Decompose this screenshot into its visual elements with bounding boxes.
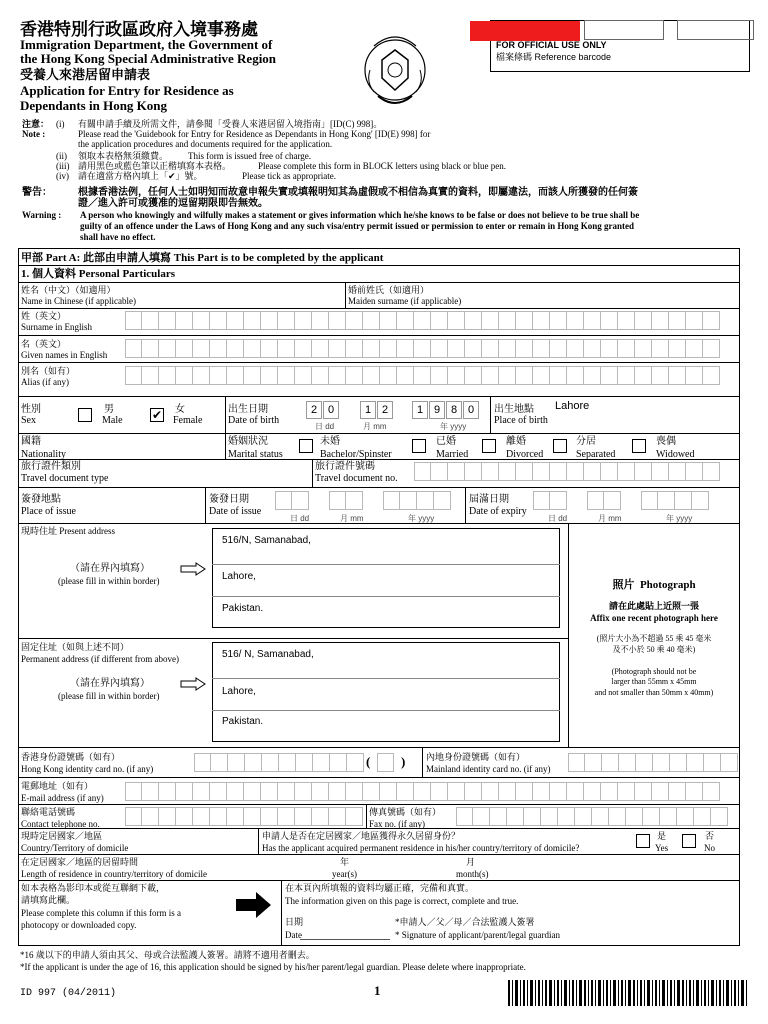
arrow-right-icon [180,677,206,691]
perm-residence-yes-checkbox[interactable] [636,834,650,848]
month-label-en: month(s) [456,869,489,879]
present-address-line[interactable]: 516/N, Samanabad, [222,535,311,546]
dob-digit[interactable]: 8 [446,401,462,419]
marital-option-zh: 分居 [576,436,596,447]
year-label-en: year(s) [332,869,357,879]
date-line[interactable] [300,939,390,940]
signature-label-en: * Signature of applicant/parent/legal guardian [395,930,560,940]
permanent-address-label-en: Permanent address (if different from above) [21,654,180,664]
fax-label-zh: 傳真號碼（如有） [369,807,442,817]
marital-option-en: Bachelor/Spinster [320,449,392,460]
marital-option-zh: 已婚 [436,436,456,447]
form-title-en-1: Application for Entry for Residence as [20,83,234,98]
marital-divorced-checkbox[interactable] [482,439,496,453]
photo-size-zh: (照片大小為不超過 55 乘 45 毫米 [596,634,712,643]
warning-text-en: guilty of an offence under the Laws of Hong Kong and any such visa/entry permit issued or permission to enter or remain in Hong Kong granted [80,221,634,231]
fax-input[interactable] [456,807,728,826]
length-label-zh: 在定居國家／地區的居留時間 [21,857,139,867]
permanent-address-label-zh: 固定住址（如與上述不同） [21,642,130,652]
permanent-address-line[interactable]: 516/ N, Samanabad, [222,649,314,660]
hkid-check-open: ( [366,754,371,769]
form-title-zh: 受養人來港居留申請表 [20,67,151,82]
marital-option-en: Separated [576,449,616,460]
note-num: (i) [56,119,65,129]
dob-mm-caption: 月 mm [363,422,387,431]
alias-input[interactable] [125,366,720,385]
warning-label-en: Warning : [22,210,62,220]
date-of-expiry-input[interactable] [533,491,709,510]
section-personal-particulars: 1. 個人資料 Personal Particulars [21,268,175,280]
perm-residence-question-zh: 申請人是否在定居國家／地區獲得永久居留身份？ [262,831,461,841]
travel-doc-type-label-en: Travel document type [21,473,109,484]
dob-dd-caption: 日 dd [315,422,335,431]
department-title-en-2: the Hong Kong Special Administrative Region [20,51,277,66]
hkid-label-en: Hong Kong identity card no. (if any) [21,764,154,774]
travel-doc-no-label-zh: 旅行證件號碼 [315,461,375,472]
doi-mm-caption: 月 mm [340,514,364,523]
official-use-cell [584,20,664,40]
sex-label-zh: 性別 [21,404,41,415]
present-address-label: 現時住址 Present address [21,526,116,536]
declaration-zh: 在本頁內所填報的資料均屬正確，完備和真實。 [285,883,475,893]
photo-affix-en: Affix one recent photograph here [590,613,718,623]
fill-border-hint-zh: （請在界內填寫） [70,563,150,574]
barcode-icon [508,980,748,1006]
warning-text-zh: 證／進入許可或獲准的逗留期限即告無效。 [78,198,268,209]
hksar-emblem-icon [358,20,432,112]
male-checkbox[interactable] [78,408,92,422]
note-label-zh: 注意： [22,119,50,129]
doe-dd-caption: 日 dd [548,514,568,523]
footnote-en: *If the applicant is under the age of 16, this application should be signed by his/her parent/legal guardian. Please delete where inappropriate. [20,962,526,972]
date-of-expiry-label-zh: 屆滿日期 [469,494,509,505]
hkid-label-zh: 香港身份證號碼（如有） [21,752,121,762]
tel-label-zh: 聯絡電話號碼 [21,807,76,817]
photo-size-en: larger than 55mm x 45mm [611,677,697,686]
marital-option-en: Married [436,449,469,460]
photocopy-note-en: photocopy or downloaded copy. [21,920,137,930]
date-of-expiry-label-en: Date of expiry [469,506,527,517]
fax-label-en: Fax no. (if any) [369,819,425,829]
note-text-zh: 請用黑色或藍色筆以正楷填寫本表格。 [78,161,232,171]
mainland-id-label-zh: 內地身份證號碼（如有） [426,752,526,762]
travel-doc-type-label-zh: 旅行證件類別 [21,461,81,472]
note-text-zh: 領取本表格無須繳費。 [78,151,169,161]
given-names-label-en: Given names in English [21,350,108,360]
arrow-right-filled-icon [236,892,272,918]
arrow-right-icon [180,562,206,576]
warning-label-zh: 警告： [22,187,52,198]
place-of-issue-label-zh: 簽發地點 [21,494,61,505]
male-label-en: Male [102,415,123,426]
dob-digit[interactable]: 1 [412,401,428,419]
pob-label-zh: 出生地點 [494,404,534,415]
sex-label-en: Sex [21,415,36,426]
signature-label-zh: *申請人／父／母／合法監護人簽署 [395,917,535,927]
maiden-label-zh: 婚前姓氏（如適用） [348,285,430,295]
male-label-zh: 男 [104,404,114,415]
permanent-address-line[interactable]: Pakistan. [222,716,264,727]
alias-label-en: Alias (if any) [21,377,69,387]
domicile-label-zh: 現時定居國家／地區 [21,831,103,841]
date-of-issue-label-en: Date of issue [209,506,262,517]
reference-barcode-label: 檔案條碼 Reference barcode [496,52,612,62]
department-title-zh: 香港特別行政區政府入境事務處 [20,20,258,39]
female-label-zh: 女 [175,404,185,415]
photocopy-note-zh: 如本表格為影印本或從互聯網下載， [21,883,166,893]
permanent-address-line[interactable]: Lahore, [222,686,256,697]
present-address-line[interactable]: Pakistan. [222,603,264,614]
tel-input[interactable] [125,807,363,826]
name-chinese-label-zh: 姓名（中文）（如適用） [21,285,116,295]
place-of-issue-label-en: Place of issue [21,506,76,517]
marital-option-en: Widowed [656,449,695,460]
redaction-bar [470,21,580,41]
fill-border-hint-en: (please fill in within border) [58,691,160,701]
dob-digit[interactable]: 1 [360,401,376,419]
page-number: 1 [374,983,381,998]
marital-single-checkbox[interactable] [299,439,313,453]
warning-text-en: A person who knowingly and wilfully makes a statement or gives information which he/she knows to be false or does not believe to be true shall be [80,210,640,220]
dob-label-zh: 出生日期 [228,404,268,415]
yes-label-zh: 是 [657,831,667,841]
pob-label-en: Place of birth [494,415,548,426]
marital-label-zh: 婚姻狀況 [228,436,268,447]
part-a-header: 甲部 Part A: 此部由申請人填寫 This Part is to be completed by the applicant [21,252,384,264]
photo-title: 照片 Photograph [612,579,696,591]
email-input[interactable] [125,782,720,801]
travel-doc-no-label-en: Travel document no. [315,473,398,484]
photocopy-note-en: Please complete this column if this form is a [21,908,181,918]
photocopy-note-zh: 請填寫此欄。 [21,895,76,905]
note-text-en: the application procedures and documents required for the application. [78,139,333,149]
photo-size-en: and not smaller than 50mm x 40mm) [594,688,714,697]
nationality-label-zh: 國籍 [21,436,41,447]
note-num: (iii) [56,161,70,171]
length-label-en: Length of residence in country/territory of domicile [21,869,207,879]
email-label-en: E-mail address (if any) [21,793,104,803]
date-label-en: Date [285,930,302,940]
fill-border-hint-en: (please fill in within border) [58,576,160,586]
photo-affix-zh: 請在此處貼上近照一張 [608,601,699,611]
date-of-issue-input[interactable] [275,491,451,510]
doe-yyyy-caption: 年 yyyy [666,514,693,523]
note-text-en: Please complete this form in BLOCK letters using black or blue pen. [258,161,506,171]
maiden-label-en: Maiden surname (if applicable) [348,296,462,306]
hkid-check-close: ) [401,754,406,769]
note-num: (ii) [56,151,67,161]
no-label-zh: 否 [705,831,715,841]
date-label-zh: 日期 [285,917,304,927]
marital-option-zh: 喪偶 [656,436,676,447]
doi-yyyy-caption: 年 yyyy [408,514,435,523]
dob-digit[interactable]: 2 [377,401,393,419]
marital-option-zh: 離婚 [506,436,526,447]
given-names-input[interactable] [125,339,720,358]
photo-size-en: (Photograph should not be [611,667,697,676]
female-label-en: Female [173,415,203,426]
marital-option-en: Divorced [506,449,544,460]
form-code: ID 997 (04/2011) [20,988,117,999]
tel-label-en: Contact telephone no. [21,819,100,829]
declaration-en: The information given on this page is correct, complete and true. [285,896,519,906]
surname-label-zh: 姓（英文） [21,311,67,321]
note-text-en: Please tick as appropriate. [242,171,336,181]
dob-digit[interactable]: 2 [306,401,322,419]
marital-label-en: Marital status [228,449,283,460]
hkid-check-digit[interactable] [377,753,394,772]
nationality-label-en: Nationality [21,449,66,460]
photo-size-zh: 及不小於 50 乘 40 毫米) [612,645,696,654]
dob-digit[interactable]: 9 [429,401,445,419]
marital-separated-checkbox[interactable] [553,439,567,453]
female-checkbox[interactable]: ✔ [151,408,163,422]
doi-dd-caption: 日 dd [290,514,310,523]
dob-digit[interactable]: 0 [323,401,339,419]
travel-doc-no-input[interactable] [414,462,720,481]
dob-digit[interactable]: 0 [463,401,479,419]
dob-label-en: Date of birth [228,415,280,426]
perm-residence-no-checkbox[interactable] [682,834,696,848]
marital-widowed-checkbox[interactable] [632,439,646,453]
email-label-zh: 電郵地址（如有） [21,781,94,791]
department-title-en-1: Immigration Department, the Government of [20,37,273,52]
domicile-label-en: Country/Territory of domicile [21,843,129,853]
date-of-issue-label-zh: 簽發日期 [209,494,249,505]
month-label-zh: 月 [466,857,476,867]
yes-label-en: Yes [655,843,669,853]
form-title-en-2: Dependants in Hong Kong [20,98,168,113]
pob-value[interactable]: Lahore [555,400,590,412]
note-label-en: Note : [22,129,46,139]
warning-text-en: shall have no effect. [80,232,156,242]
name-chinese-label-en: Name in Chinese (if applicable) [21,296,136,306]
perm-residence-question-en: Has the applicant acquired permanent residence in his/her country/territory of domicile? [262,843,580,853]
note-text-zh: 請在適當方格內填上「✔」號。 [78,171,203,181]
hkid-input[interactable] [194,753,364,772]
mainland-id-input[interactable] [568,753,738,772]
footnote-zh: *16 歲以下的申請人須由其父、母或合法監護人簽署。請將不適用者刪去。 [20,950,315,960]
official-use-label: FOR OFFICIAL USE ONLY [496,40,607,50]
note-text-en: This form is issued free of charge. [188,151,312,161]
note-num: (iv) [56,171,69,181]
present-address-line[interactable]: Lahore, [222,571,256,582]
official-use-cell [677,20,754,40]
doe-mm-caption: 月 mm [598,514,622,523]
year-label-zh: 年 [340,857,350,867]
no-label-en: No [704,843,715,853]
given-names-label-zh: 名（英文） [21,339,67,349]
surname-label-en: Surname in English [21,322,92,332]
note-text-zh: 有關申請手續及所需文件，請參閱「受養人來港居留入境指南」[ID(C) 998]。 [78,119,383,129]
marital-option-zh: 未婚 [320,436,340,447]
dob-yyyy-caption: 年 yyyy [440,422,467,431]
fill-border-hint-zh: （請在界內填寫） [70,678,150,689]
mainland-id-label-en: Mainland identity card no. (if any) [426,764,551,774]
alias-label-zh: 別名（如有） [21,366,76,376]
note-text-en: Please read the 'Guidebook for Entry for Residence as Dependants in Hong Kong' [ID(E) 998] for [78,129,431,139]
marital-married-checkbox[interactable] [412,439,426,453]
surname-input[interactable] [125,311,720,330]
warning-text-zh: 根據香港法例，任何人士如明知而故意申報失實或填報明知其為虛假或不相信為真實的資料，即屬違法，而該人所獲發的任何簽 [78,187,638,198]
